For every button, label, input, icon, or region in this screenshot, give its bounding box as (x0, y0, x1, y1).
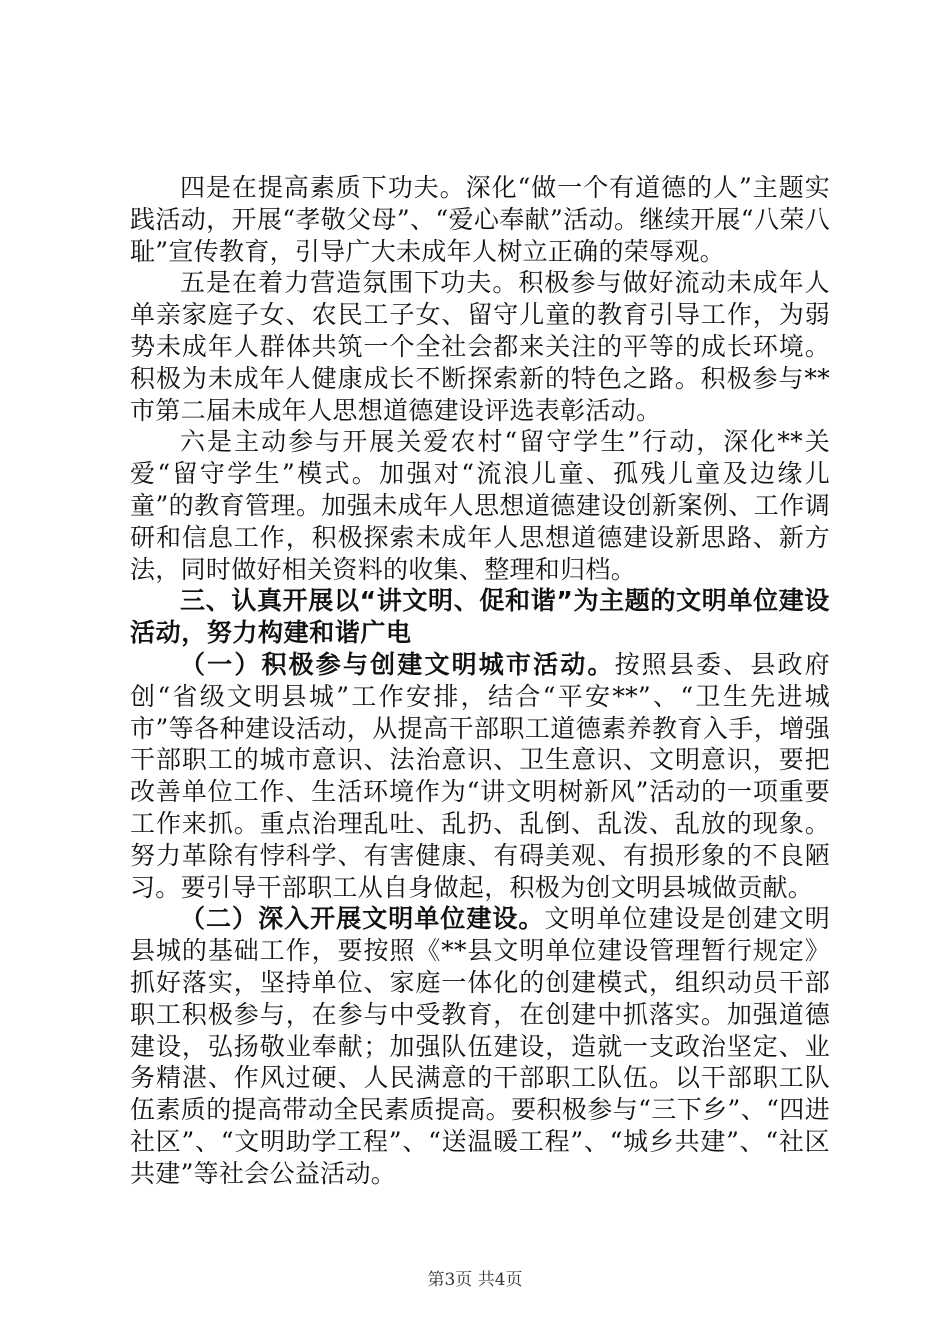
paragraph-5 (130, 267, 830, 426)
paragraph-text: 五是在着力营造氛围下功夫。积极参与做好流动未成年人单亲家庭子女、农民工子女、留守儿童的教育引导工作，为弱势未成年人群体共筑一个全社会都来关注的平等的成长环境。积极为未成年人健康成长不断探索新的特色之路。积极参与**市第二届未成年人思想道德建设评选表彰活动。 (130, 268, 830, 425)
subsection-2 (130, 903, 830, 1189)
document-body (130, 172, 830, 1190)
page-footer: 第3页 共4页 (427, 1270, 523, 1290)
paragraph-text: 四是在提高素质下功夫。深化“做一个有道德的人”主题实践活动，开展“孝敬父母”、“爱心奉献”活动。继续开展“八荣八耻”宣传教育，引导广大未成年人树立正确的荣辱观。 (130, 173, 830, 266)
paragraph-6 (130, 426, 830, 585)
paragraph-4 (130, 172, 830, 267)
subsection-lead: （二）深入开展文明单位建设。 (180, 904, 545, 934)
subsection-1 (130, 649, 830, 903)
paragraph-text: 六是主动参与开展关爱农村“留守学生”行动，深化**关爱“留守学生”模式。加强对“流浪儿童、孤残儿童及边缘儿童”的教育管理。加强未成年人思想道德建设创新案例、工作调研和信息工作，积极探索未成年人思想道德建设新思路、新方法，同时做好相关资料的收集、整理和归档。 (130, 427, 830, 584)
section-heading: 三、认真开展以“讲文明、促和谐”为主题的文明单位建设活动，努力构建和谐广电 (130, 586, 830, 648)
subsection-lead: （一）积极参与创建文明城市活动。 (180, 649, 615, 679)
subsection-text: 按照县委、县政府创“省级文明县城”工作安排，结合“平安**”、“卫生先进城市”等各种建设活动，从提高干部职工道德素养教育入手，增强干部职工的城市意识、法治意识、卫生意识、文明意识，要把改善单位工作、生活环境作为“讲文明树新风”活动的一项重要工作来抓。重点治理乱吐、乱扔、乱倒、乱泼、乱放的现象。努力革除有悖科学、有害健康、有碍美观、有损形象的不良陋习。要引导干部职工从自身做起，积极为创文明县城做贡献。 (130, 649, 830, 902)
subsection-text: 文明单位建设是创建文明县城的基础工作，要按照《**县文明单位建设管理暂行规定》抓好落实，坚持单位、家庭一体化的创建模式，组织动员干部职工积极参与，在参与中受教育，在创建中抓落实。加强道德建设，弘扬敬业奉献；加强队伍建设，造就一支政治坚定、业务精湛、作风过硬、人民满意的干部职工队伍。以干部职工队伍素质的提高带动全民素质提高。要积极参与“三下乡”、“四进社区”、“文明助学工程”、“送温暖工程”、“城乡共建”、“社区共建”等社会公益活动。 (130, 904, 830, 1188)
